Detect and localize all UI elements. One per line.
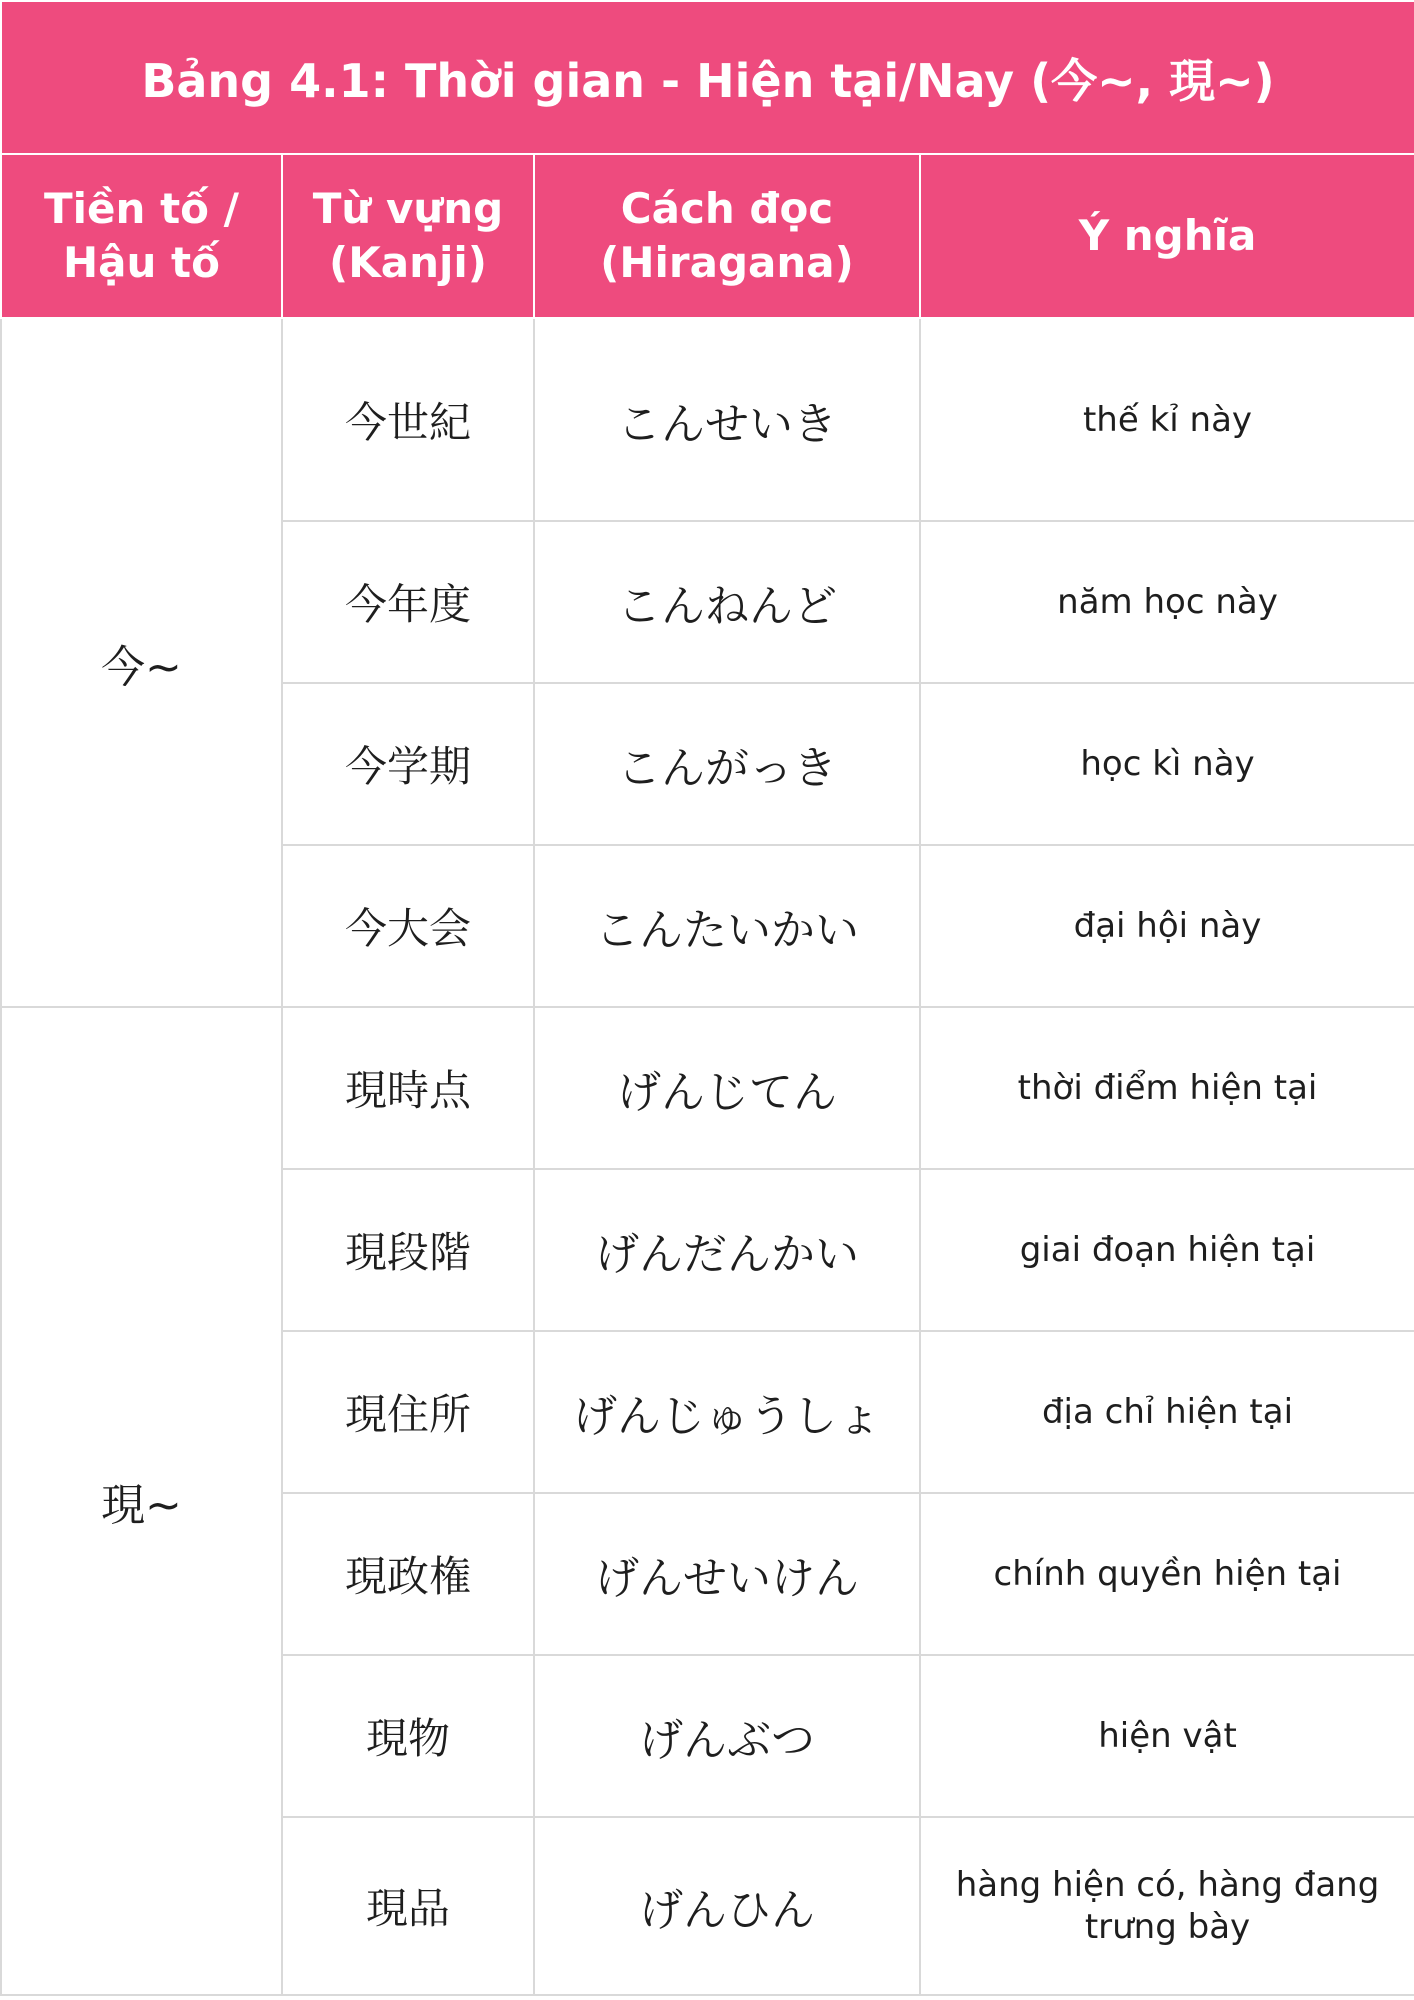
header-row (1, 154, 1414, 318)
kanji-cell: 現時点 (282, 1007, 534, 1169)
header-prefix (1, 154, 282, 318)
reading-cell: げんだんかい (534, 1169, 920, 1331)
header-reading (534, 154, 920, 318)
kanji-cell: 今学期 (282, 683, 534, 845)
kanji-cell: 現品 (282, 1817, 534, 1995)
table-title: Bảng 4.1: Thời gian - Hiện tại/Nay (今~, 現~) (1, 1, 1414, 154)
meaning-cell: giai đoạn hiện tại (920, 1169, 1414, 1331)
kanji-cell: 今年度 (282, 521, 534, 683)
reading-cell: げんぶつ (534, 1655, 920, 1817)
reading-cell: こんせいき (534, 318, 920, 521)
reading-cell: こんがっき (534, 683, 920, 845)
reading-cell: げんじゅうしょ (534, 1331, 920, 1493)
header-prefix-line2: Hậu tố (63, 238, 220, 287)
kanji-cell: 現政権 (282, 1493, 534, 1655)
header-meaning: Ý nghĩa (920, 154, 1414, 318)
meaning-cell: đại hội này (920, 845, 1414, 1007)
kanji-cell: 現住所 (282, 1331, 534, 1493)
table-row (1, 1007, 1414, 1169)
title-row (1, 1, 1414, 154)
meaning-cell: thế kỉ này (920, 318, 1414, 521)
kanji-cell: 今世紀 (282, 318, 534, 521)
meaning-cell: hàng hiện có, hàng đang trưng bày (920, 1817, 1414, 1995)
prefix-cell: 現~ (1, 1007, 282, 1995)
meaning-cell: địa chỉ hiện tại (920, 1331, 1414, 1493)
meaning-cell: năm học này (920, 521, 1414, 683)
reading-cell: げんひん (534, 1817, 920, 1995)
reading-cell: こんねんど (534, 521, 920, 683)
table-row (1, 318, 1414, 521)
header-prefix-line1: Tiền tố / (44, 184, 239, 233)
header-kanji-line1: Từ vựng (312, 184, 504, 233)
reading-cell: こんたいかい (534, 845, 920, 1007)
reading-cell: げんせいけん (534, 1493, 920, 1655)
header-kanji (282, 154, 534, 318)
kanji-cell: 現段階 (282, 1169, 534, 1331)
header-kanji-line2: (Kanji) (329, 238, 487, 287)
meaning-cell: hiện vật (920, 1655, 1414, 1817)
meaning-cell: chính quyền hiện tại (920, 1493, 1414, 1655)
prefix-cell: 今~ (1, 318, 282, 1007)
meaning-cell: học kì này (920, 683, 1414, 845)
kanji-cell: 現物 (282, 1655, 534, 1817)
meaning-cell: thời điểm hiện tại (920, 1007, 1414, 1169)
kanji-cell: 今大会 (282, 845, 534, 1007)
reading-cell: げんじてん (534, 1007, 920, 1169)
header-reading-line1: Cách đọc (620, 184, 834, 233)
header-reading-line2: (Hiragana) (600, 238, 854, 287)
